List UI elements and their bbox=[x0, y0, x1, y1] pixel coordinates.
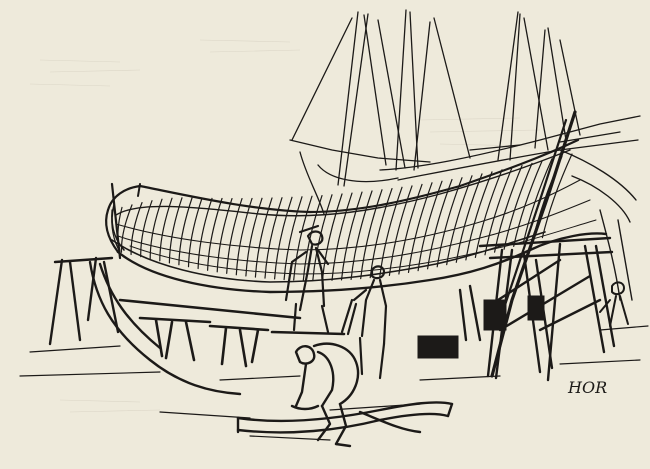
right-ship-hull bbox=[560, 150, 636, 300]
keel-stocks bbox=[120, 300, 344, 366]
timber-plank bbox=[238, 402, 452, 432]
worker-scaffold bbox=[342, 266, 386, 378]
hull-rib bbox=[456, 174, 482, 262]
cradle-blocks bbox=[418, 296, 544, 358]
hull-rib bbox=[284, 197, 302, 280]
artist-signature: HOR bbox=[568, 378, 608, 397]
